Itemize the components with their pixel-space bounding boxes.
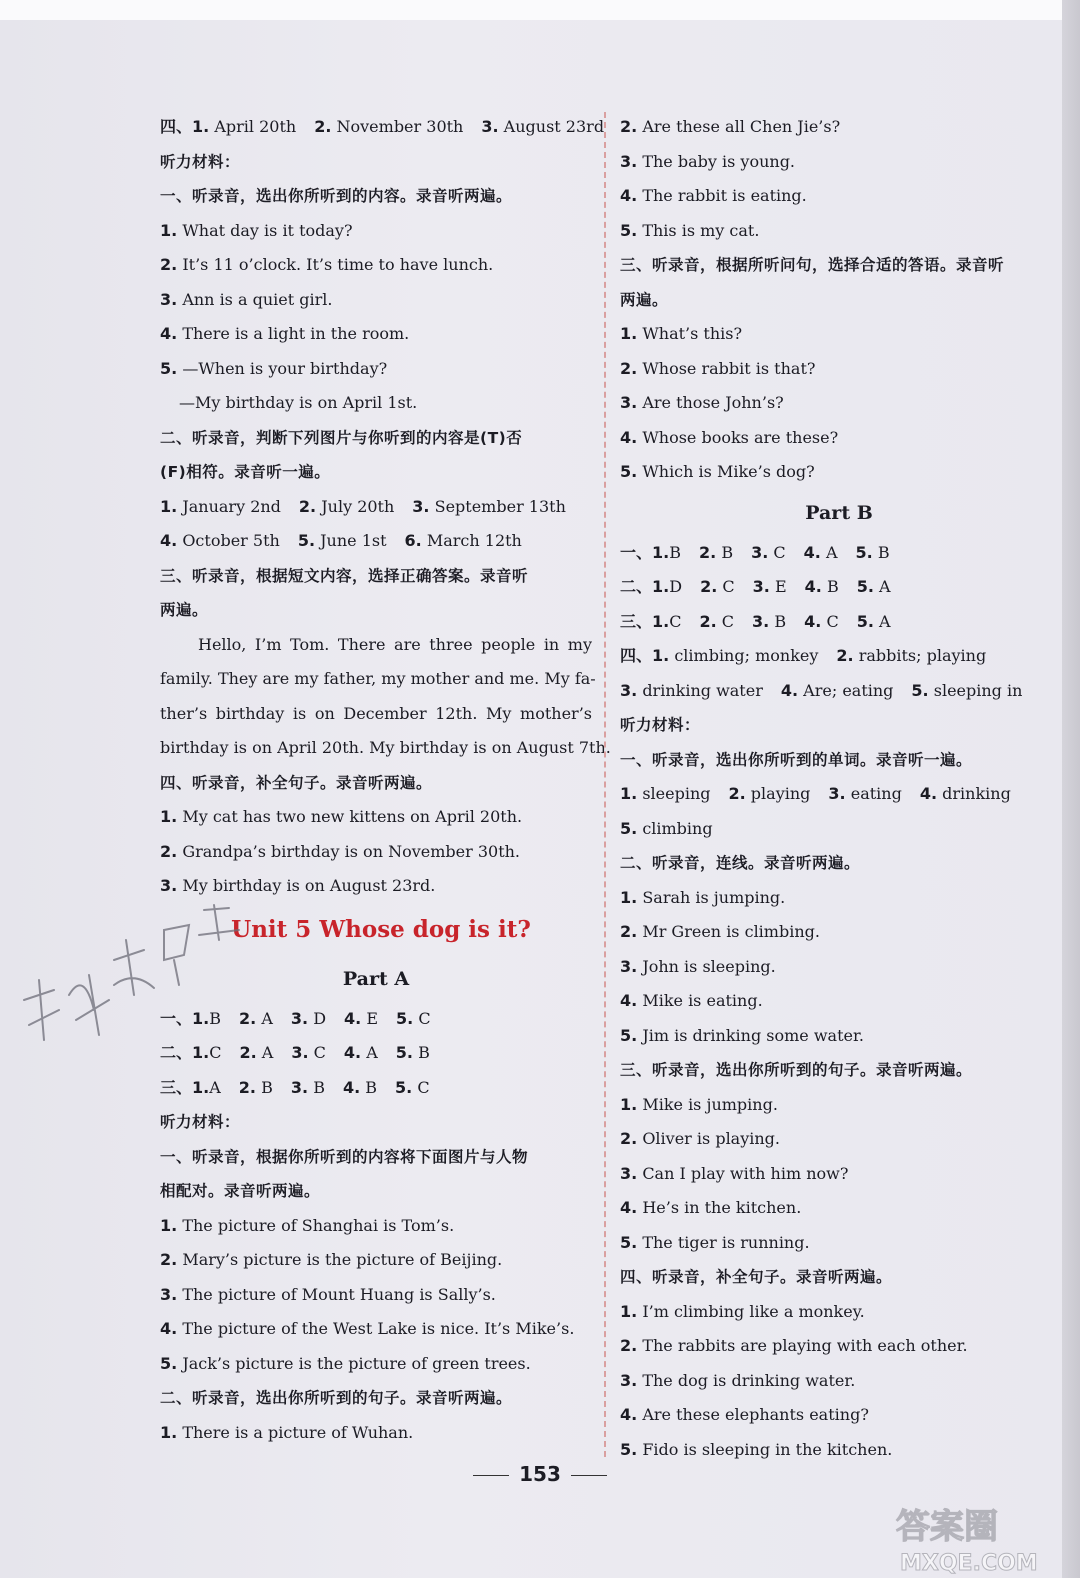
answer-row: 三、1.A 2. B 3. B 4. B 5. C xyxy=(160,1077,430,1097)
list-item: 1. I’m climbing like a monkey. xyxy=(620,1301,865,1321)
list-item: 2. Are these all Chen Jie’s? xyxy=(620,117,841,136)
list-item: 5. —When is your birthday? xyxy=(160,358,388,378)
page-edge xyxy=(1062,0,1080,1578)
section-title-cont: 两遍。 xyxy=(620,290,669,309)
list-item: 3. Are those John’s? xyxy=(620,393,784,412)
part-b-heading: Part B xyxy=(805,501,873,524)
section-title: 四、听录音，补全句子。录音听两遍。 xyxy=(160,773,433,792)
list-item: 2. The rabbits are playing with each other. xyxy=(620,1336,968,1355)
list-item-reply: —My birthday is on April 1st. xyxy=(179,393,418,412)
section-title: 三、听录音，根据所听问句，选择合适的答语。录音听 xyxy=(620,256,1005,274)
list-item: 3. The picture of Mount Huang is Sally’s. xyxy=(160,1284,496,1304)
list-item: 3. The baby is young. xyxy=(620,151,796,171)
list-item: 4. He’s in the kitchen. xyxy=(620,1198,802,1217)
svg-text:答案圈: 答案圈 xyxy=(896,1507,998,1547)
list-item: 5. Fido is sleeping in the kitchen. xyxy=(620,1439,893,1459)
svg-text:MXQE.COM: MXQE.COM xyxy=(900,1551,1038,1575)
section-title: 二、听录音，连线。录音听两遍。 xyxy=(620,854,861,872)
answer-row: 5. climbing xyxy=(620,818,713,838)
list-item: 1. My cat has two new kittens on April 20th. xyxy=(160,807,523,826)
answer-row: 一、1.B 2. A 3. D 4. E 5. C xyxy=(160,1008,431,1028)
list-item: 4. Are these elephants eating? xyxy=(620,1405,869,1424)
section-title: 一、听录音，选出你所听到的内容。录音听两遍。 xyxy=(160,187,513,205)
list-item: 4. Mike is eating. xyxy=(620,991,763,1010)
section-title-cont: 相配对。录音听两遍。 xyxy=(160,1182,321,1200)
watermark-logo xyxy=(890,1500,1065,1575)
section-title-cont: 两遍。 xyxy=(160,601,209,619)
answer-row: 三、1.C 2. C 3. B 4. C 5. A xyxy=(620,611,891,631)
listening-heading: 听力材料： xyxy=(160,152,241,171)
page-number: 153 xyxy=(0,1462,1080,1486)
passage-line: Hello, I’m Tom. There are three people in my xyxy=(198,634,592,654)
list-item: 4. There is a light in the room. xyxy=(160,324,410,343)
answer-row-dates: 四、1. April 20th 2. November 30th 3. August 23rd xyxy=(160,117,605,136)
list-item: 3. My birthday is on August 23rd. xyxy=(160,876,436,895)
part-a-heading: Part A xyxy=(342,967,410,990)
section-title: 四、听录音，补全句子。录音听两遍。 xyxy=(620,1268,893,1286)
answer-row: 3. drinking water 4. Are; eating 5. sleeping in xyxy=(620,680,1023,700)
list-item: 5. This is my cat. xyxy=(620,220,760,240)
list-item: 3. John is sleeping. xyxy=(620,956,776,976)
list-item: 3. The dog is drinking water. xyxy=(620,1370,856,1390)
list-item: 1. Mike is jumping. xyxy=(620,1094,778,1114)
section-title: 三、听录音，根据短文内容，选择正确答案。录音听 xyxy=(160,566,529,585)
list-item: 4. The picture of the West Lake is nice. It’s Mike’s. xyxy=(160,1319,575,1338)
section-title-cont: (F)相符。录音听一遍。 xyxy=(160,463,331,481)
list-item: 1. The picture of Shanghai is Tom’s. xyxy=(160,1215,455,1235)
listening-heading: 听力材料： xyxy=(160,1113,241,1131)
list-item: 5. Jack’s picture is the picture of green trees. xyxy=(160,1353,531,1373)
list-item: 1. What’s this? xyxy=(620,324,743,343)
listening-heading: 听力材料： xyxy=(620,716,701,734)
list-item: 1. Sarah is jumping. xyxy=(620,887,786,907)
column-divider xyxy=(604,112,606,1457)
answer-row: 4. October 5th 5. June 1st 6. March 12th xyxy=(160,531,522,550)
list-item: 5. Jim is drinking some water. xyxy=(620,1025,864,1045)
list-item: 2. Mary’s picture is the picture of Beijing. xyxy=(160,1250,503,1269)
section-title: 二、听录音，判断下列图片与你听到的内容是(T)否 xyxy=(160,428,523,447)
right-column xyxy=(620,110,1058,1467)
list-item: 2. Grandpa’s birthday is on November 30th. xyxy=(160,841,521,861)
list-item: 4. The rabbit is eating. xyxy=(620,186,807,205)
list-item: 3. Can I play with him now? xyxy=(620,1163,849,1183)
section-title: 一、听录音，选出你所听到的单词。录音听一遍。 xyxy=(620,750,973,769)
answer-row: 1. sleeping 2. playing 3. eating 4. drinking xyxy=(620,784,1011,803)
passage-line: ther’s birthday is on December 12th. My mother’s xyxy=(160,703,592,723)
answer-row: 二、1.C 2. A 3. C 4. A 5. B xyxy=(160,1043,430,1062)
left-column xyxy=(160,110,611,1450)
list-item: 2. Mr Green is climbing. xyxy=(620,922,820,941)
list-item: 1. There is a picture of Wuhan. xyxy=(160,1422,414,1442)
list-item: 4. Whose books are these? xyxy=(620,427,839,447)
passage-line: birthday is on April 20th. My birthday is on August 7th. xyxy=(160,738,611,757)
top-margin xyxy=(0,0,1080,20)
answer-row: 1. January 2nd 2. July 20th 3. September 13th xyxy=(160,496,566,516)
list-item: 5. Which is Mike’s dog? xyxy=(620,462,815,481)
section-title: 二、听录音，选出你所听到的句子。录音听两遍。 xyxy=(160,1389,513,1407)
list-item: 2. Oliver is playing. xyxy=(620,1129,781,1148)
handwritten-scribble xyxy=(14,900,274,1060)
list-item: 2. It’s 11 o’clock. It’s time to have lunch. xyxy=(160,255,494,274)
answer-row: 一、1.B 2. B 3. C 4. A 5. B xyxy=(620,542,890,562)
section-title: 三、听录音，选出你所听到的句子。录音听两遍。 xyxy=(620,1061,973,1079)
answer-row: 四、1. climbing; monkey 2. rabbits; playing xyxy=(620,646,987,665)
list-item: 2. Whose rabbit is that? xyxy=(620,358,816,378)
section-title: 一、听录音，根据你所听到的内容将下面图片与人物 xyxy=(160,1147,529,1166)
passage-line: family. They are my father, my mother and me. My fa- xyxy=(160,669,596,688)
unit-title: Unit 5 Whose dog is it? xyxy=(231,915,531,943)
list-item: 5. The tiger is running. xyxy=(620,1232,810,1252)
answer-row: 二、1.D 2. C 3. E 4. B 5. A xyxy=(620,577,891,596)
list-item: 3. Ann is a quiet girl. xyxy=(160,289,333,309)
list-item: 1. What day is it today? xyxy=(160,220,353,240)
